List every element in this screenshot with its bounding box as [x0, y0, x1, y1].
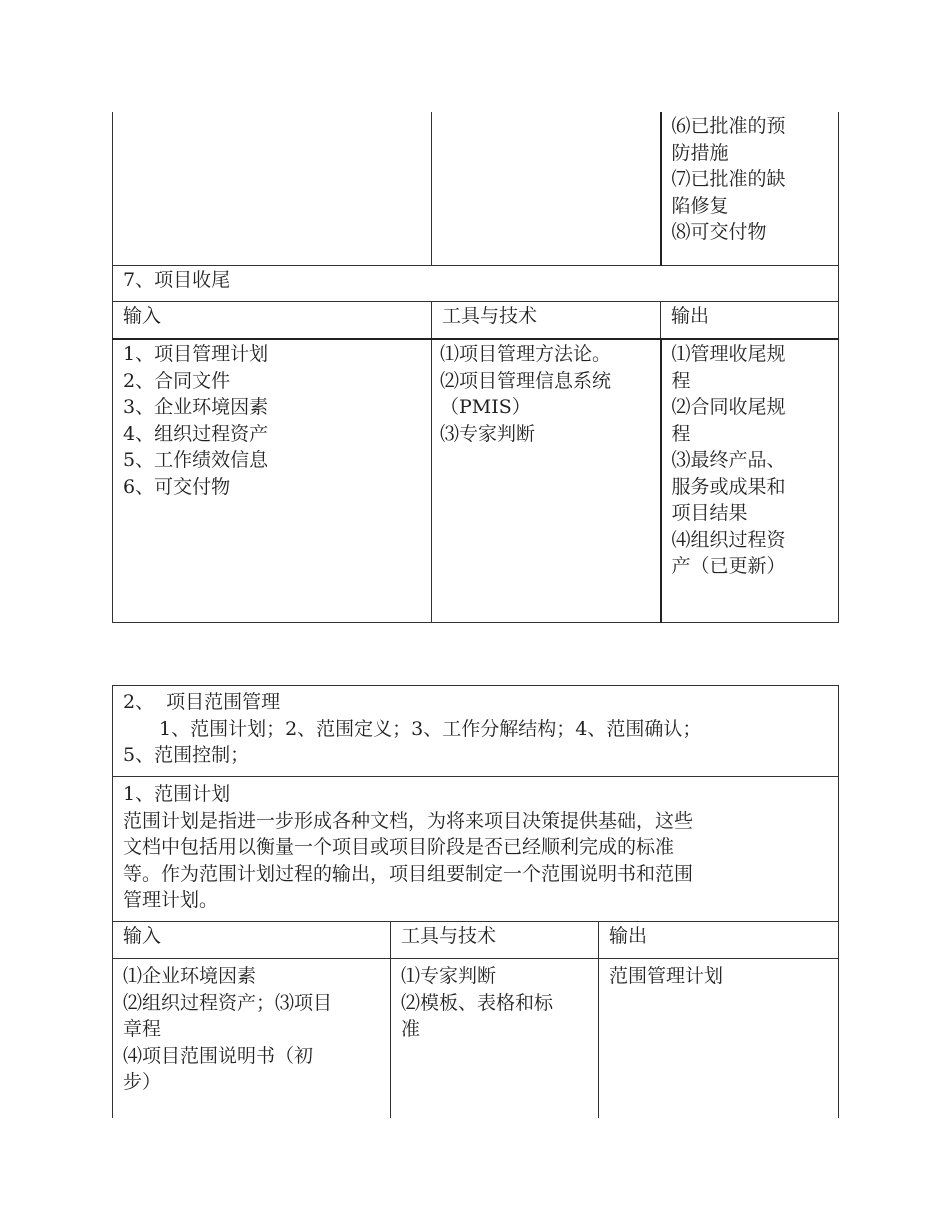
description-line: 范围计划是指进一步形成各种文档，为将来项目决策提供基础，这些 — [123, 809, 694, 832]
output-line: 范围管理计划 — [609, 965, 724, 987]
continued-input-cell — [113, 112, 432, 265]
header-output: 输出 — [599, 922, 839, 959]
heading-row — [113, 686, 839, 777]
scope-management-table — [112, 685, 839, 1118]
output-line: 程 — [671, 369, 691, 392]
description-line: 文档中包括用以衡量一个项目或项目阶段是否已经顺利完成的标准 — [123, 836, 675, 858]
inputs-cell — [113, 339, 432, 622]
process-list-cont: 5、范围控制； — [123, 744, 250, 766]
output-line: ⑻可交付物 — [671, 221, 767, 243]
header-output: 输出 — [661, 301, 839, 339]
output-line: ⑴管理收尾规 — [671, 343, 786, 365]
input-line: 2、合同文件 — [123, 369, 231, 392]
tool-line: ⑴专家判断 — [401, 965, 497, 987]
output-line: ⑶最终产品、 — [671, 449, 786, 471]
process-list: 1、范围计划；2、范围定义；3、工作分解结构；4、范围确认； — [159, 717, 702, 740]
header-row — [113, 301, 839, 339]
input-line: 4、组织过程资产 — [123, 422, 269, 445]
output-line: 服务或成果和 — [671, 475, 786, 498]
output-line: 程 — [671, 422, 691, 445]
section-title: 7、项目收尾 — [113, 265, 839, 301]
output-line: ⑷组织过程资 — [671, 528, 786, 551]
input-line: 章程 — [123, 1018, 162, 1040]
header-tools: 工具与技术 — [391, 922, 599, 959]
inputs-cell — [113, 959, 391, 1118]
outputs-cell — [599, 959, 839, 1118]
header-row — [113, 922, 839, 959]
section-title-row — [113, 265, 839, 301]
output-line: ⑺已批准的缺 — [671, 168, 786, 190]
outputs-cell — [661, 339, 839, 622]
tool-line: ⑵项目管理信息系统 — [440, 369, 612, 392]
description-line: 等。作为范围计划过程的输出，项目组要制定一个范围说明书和范围 — [123, 862, 694, 885]
input-line: 步） — [123, 1071, 162, 1093]
input-line: ⑵组织过程资产；⑶项目 — [123, 991, 333, 1014]
body-row — [113, 339, 839, 622]
body-row — [113, 959, 839, 1118]
tools-cell — [432, 339, 661, 622]
tool-line: ⑴项目管理方法论。 — [440, 343, 612, 365]
output-line: 产（已更新） — [671, 555, 786, 577]
closing-process-table — [112, 112, 839, 623]
subsection-title: 1、范围计划 — [123, 783, 231, 805]
input-line: 3、企业环境因素 — [123, 396, 269, 418]
output-line: 项目结果 — [671, 502, 748, 524]
tool-line: （PMIS） — [440, 396, 531, 418]
continued-tools-cell — [432, 112, 661, 265]
header-input: 输入 — [113, 301, 432, 339]
header-input: 输入 — [113, 922, 391, 959]
input-line: ⑴企业环境因素 — [123, 965, 257, 987]
input-line: ⑷项目范围说明书（初 — [123, 1044, 314, 1067]
output-line: 防措施 — [671, 141, 729, 164]
subsection-cell — [113, 777, 839, 922]
output-line: ⑹已批准的预 — [671, 115, 786, 137]
input-line: 1、项目管理计划 — [123, 343, 269, 365]
tool-line: 准 — [401, 1018, 421, 1040]
input-line: 5、工作绩效信息 — [123, 449, 269, 471]
chapter-heading-cell — [113, 686, 839, 777]
tools-cell — [391, 959, 599, 1118]
continued-output-cell — [661, 112, 839, 265]
header-tools: 工具与技术 — [432, 301, 661, 339]
chapter-title: 2、 项目范围管理 — [123, 691, 281, 713]
output-line: ⑵合同收尾规 — [671, 396, 786, 418]
tool-line: ⑶专家判断 — [440, 422, 536, 445]
tool-line: ⑵模板、表格和标 — [401, 991, 554, 1014]
output-line: 陷修复 — [671, 194, 729, 217]
subsection-row — [113, 777, 839, 922]
description-line: 管理计划。 — [123, 889, 219, 911]
continued-row — [113, 112, 839, 265]
input-line: 6、可交付物 — [123, 475, 231, 498]
